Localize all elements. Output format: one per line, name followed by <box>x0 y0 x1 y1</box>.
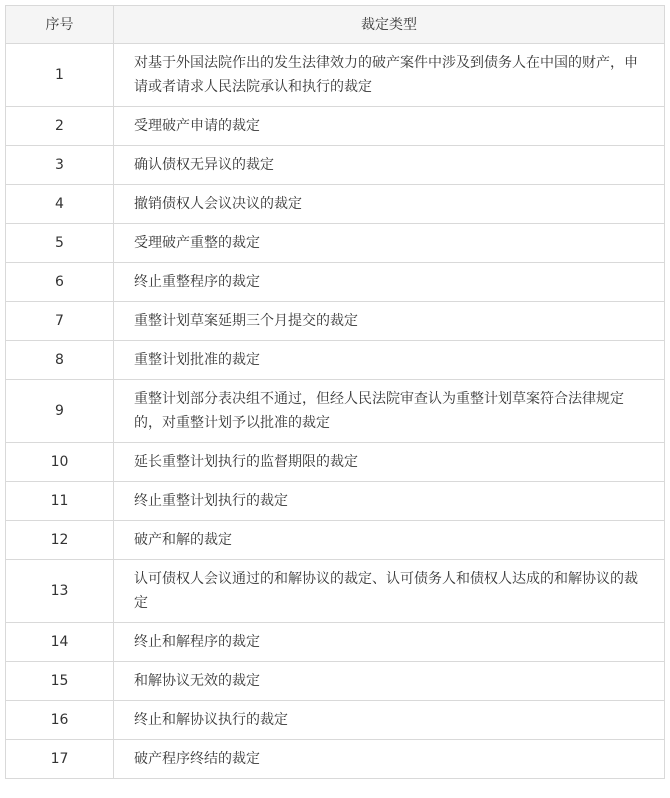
header-ruling-type: 裁定类型 <box>114 6 665 44</box>
table-row <box>6 740 665 779</box>
ruling-types-table <box>5 5 665 779</box>
row-ruling-type: 终止和解程序的裁定 <box>114 623 665 662</box>
row-ruling-type: 破产程序终结的裁定 <box>114 740 665 779</box>
table-row <box>6 623 665 662</box>
table-header-row <box>6 6 665 44</box>
row-number: 1 <box>6 44 114 107</box>
row-number: 2 <box>6 107 114 146</box>
row-ruling-type: 认可债权人会议通过的和解协议的裁定、认可债务人和债权人达成的和解协议的裁定 <box>114 560 665 623</box>
row-number: 12 <box>6 521 114 560</box>
row-ruling-type: 终止重整程序的裁定 <box>114 263 665 302</box>
row-number: 13 <box>6 560 114 623</box>
row-number: 10 <box>6 443 114 482</box>
row-number: 7 <box>6 302 114 341</box>
row-ruling-type: 重整计划批准的裁定 <box>114 341 665 380</box>
row-number: 14 <box>6 623 114 662</box>
row-number: 16 <box>6 701 114 740</box>
table-row <box>6 224 665 263</box>
row-ruling-type: 破产和解的裁定 <box>114 521 665 560</box>
table-row <box>6 185 665 224</box>
row-ruling-type: 延长重整计划执行的监督期限的裁定 <box>114 443 665 482</box>
table-row <box>6 380 665 443</box>
table-row <box>6 44 665 107</box>
row-ruling-type: 受理破产申请的裁定 <box>114 107 665 146</box>
table-row <box>6 146 665 185</box>
row-number: 15 <box>6 662 114 701</box>
table-row <box>6 521 665 560</box>
row-number: 9 <box>6 380 114 443</box>
row-number: 8 <box>6 341 114 380</box>
table-row <box>6 443 665 482</box>
ruling-types-table-wrapper <box>5 5 664 779</box>
row-number: 11 <box>6 482 114 521</box>
row-ruling-type: 对基于外国法院作出的发生法律效力的破产案件中涉及到债务人在中国的财产，申请或者请求人民法院承认和执行的裁定 <box>114 44 665 107</box>
row-ruling-type: 受理破产重整的裁定 <box>114 224 665 263</box>
table-row <box>6 302 665 341</box>
row-ruling-type: 重整计划草案延期三个月提交的裁定 <box>114 302 665 341</box>
table-row <box>6 107 665 146</box>
table-row <box>6 662 665 701</box>
table-row <box>6 263 665 302</box>
row-number: 3 <box>6 146 114 185</box>
row-ruling-type: 终止重整计划执行的裁定 <box>114 482 665 521</box>
row-number: 17 <box>6 740 114 779</box>
row-number: 6 <box>6 263 114 302</box>
header-number: 序号 <box>6 6 114 44</box>
table-row <box>6 701 665 740</box>
row-ruling-type: 撤销债权人会议决议的裁定 <box>114 185 665 224</box>
table-row <box>6 560 665 623</box>
row-ruling-type: 重整计划部分表决组不通过，但经人民法院审查认为重整计划草案符合法律规定的，对重整计划予以批准的裁定 <box>114 380 665 443</box>
row-ruling-type: 确认债权无异议的裁定 <box>114 146 665 185</box>
table-row <box>6 482 665 521</box>
row-ruling-type: 终止和解协议执行的裁定 <box>114 701 665 740</box>
row-number: 5 <box>6 224 114 263</box>
row-ruling-type: 和解协议无效的裁定 <box>114 662 665 701</box>
table-row <box>6 341 665 380</box>
row-number: 4 <box>6 185 114 224</box>
